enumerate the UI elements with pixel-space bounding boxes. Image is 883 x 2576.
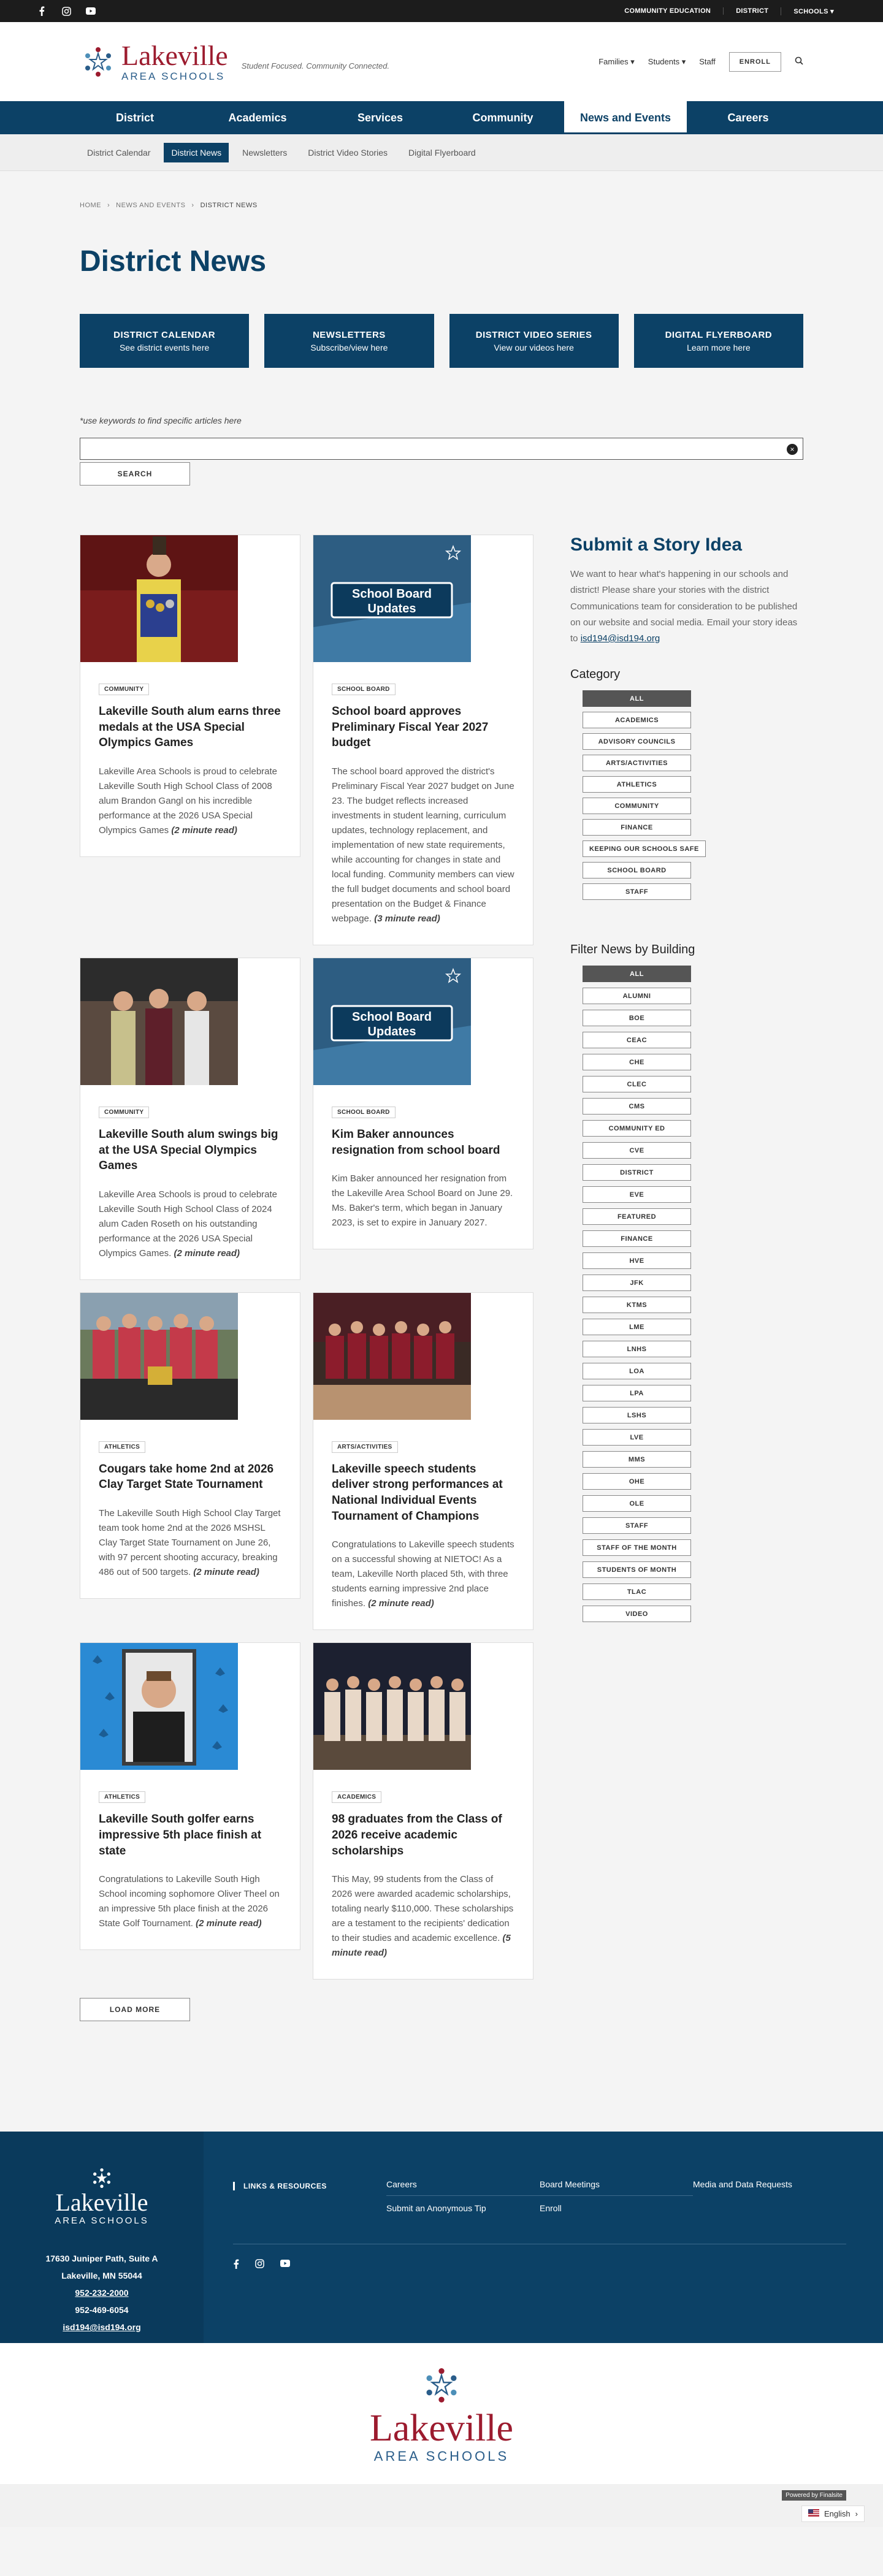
- footer-link-grid: [386, 2179, 846, 2219]
- lakeville-star-logo-icon: [90, 2166, 114, 2190]
- building-filter-hve[interactable]: HVE: [583, 1252, 691, 1269]
- quicklink-subtitle: Learn more here: [687, 342, 751, 352]
- families-dropdown[interactable]: Families ▾: [598, 56, 635, 66]
- nav-services[interactable]: Services: [357, 111, 403, 124]
- news-sidebar: [570, 535, 803, 2021]
- breadcrumb-home[interactable]: HOME: [80, 202, 101, 209]
- category-filter-school-board[interactable]: SCHOOL BOARD: [583, 862, 691, 878]
- building-filter-cve[interactable]: CVE: [583, 1142, 691, 1159]
- article-body: Congratulations to Lakeville speech students on a successful showing at NIETOC! As a team, Lakeville North placed 5th, with three students earning impressive 2nd place finishes.: [332, 1539, 514, 1609]
- articles-column: [80, 535, 533, 2021]
- bottom-bar: [0, 2484, 883, 2527]
- category-filter-finance[interactable]: FINANCE: [583, 819, 691, 836]
- building-filter-cms[interactable]: CMS: [583, 1098, 691, 1115]
- submit-story-intro: [570, 566, 803, 647]
- breadcrumb: [80, 171, 803, 209]
- category-tag[interactable]: ATHLETICS: [99, 1441, 145, 1453]
- footer-link-careers[interactable]: Careers: [386, 2179, 540, 2196]
- read-time: (3 minute read): [374, 913, 440, 924]
- footer-link-anonymous-tip[interactable]: Submit an Anonymous Tip: [386, 2203, 486, 2214]
- article-card[interactable]: [313, 1642, 533, 1980]
- submit-story-text: We want to hear what's happening in our schools and district! Please share your stories with the district Communications team for consideration to be published on our website and social media. Email your story ideas to: [570, 569, 798, 644]
- category-filter-title: Category: [570, 668, 621, 682]
- article-image-scholarship-graduates[interactable]: [313, 1643, 471, 1770]
- subnav-district-video-stories[interactable]: District Video Stories: [308, 147, 388, 158]
- youtube-icon[interactable]: [86, 6, 96, 16]
- category-tag[interactable]: ATHLETICS: [99, 1791, 145, 1803]
- footer-logo-subtext: AREA SCHOOLS: [55, 2216, 149, 2227]
- article-body: Kim Baker announced her resignation from the Lakeville Area School Board on June 29. Ms. Baker's term, which began in January 2023, is set to expire in January 2027.: [332, 1173, 513, 1229]
- article-title[interactable]: 98 graduates from the Class of 2026 receive academic scholarships: [332, 1813, 502, 1858]
- main-content: [0, 171, 883, 2021]
- story-email-link[interactable]: isd194@isd194.org: [580, 633, 660, 644]
- category-filter-arts-activities[interactable]: ARTS/ACTIVITIES: [583, 755, 691, 771]
- language-selector[interactable]: [801, 2506, 865, 2522]
- language-label: English: [824, 2509, 851, 2519]
- enroll-button[interactable]: ENROLL: [729, 52, 781, 72]
- article-image-speech-team[interactable]: [313, 1293, 471, 1420]
- article-title[interactable]: Lakeville South golfer earns impressive 5th place finish at state: [99, 1813, 262, 1858]
- section-subnav: [0, 134, 883, 171]
- quicklink-digital-flyerboard[interactable]: [634, 314, 803, 368]
- chevron-right-icon: ›: [855, 2509, 858, 2519]
- article-title[interactable]: Lakeville South alum earns three medals at the USA Special Olympics Games: [99, 705, 281, 750]
- schools-link-label: SCHOOLS: [793, 7, 828, 15]
- article-card[interactable]: [80, 1292, 300, 1599]
- category-filter-advisory-councils[interactable]: ADVISORY COUNCILS: [583, 733, 691, 750]
- chevron-right-icon: ›: [191, 202, 194, 209]
- article-card[interactable]: [313, 958, 533, 1249]
- facebook-icon[interactable]: [233, 2259, 239, 2272]
- article-body: Lakeville Area Schools is proud to celebrate Lakeville South High School Class of 2024 alum Caden Roseth on his outstanding performance at the 2026 USA Special Olympics Games.: [99, 1189, 278, 1259]
- footer-links-panel: [204, 2132, 883, 2343]
- category-filter-athletics[interactable]: ATHLETICS: [583, 776, 691, 793]
- article-body: This May, 99 students from the Class of 2026 were awarded academic scholarships, totaling nearly $110,000. These scholarships are a testament to the recipients' dedication to their studies and academic excellence.: [332, 1874, 514, 1944]
- article-body: The Lakeville South High School Clay Target team took home 2nd at the 2026 MSHSL Clay Target State Tournament on June 26, with 97 percent shooting accuracy, breaking 486 out of 500 targets.: [99, 1508, 281, 1578]
- footer-link-media-data-requests[interactable]: Media and Data Requests: [693, 2179, 792, 2190]
- schools-link[interactable]: SCHOOLS ▾: [781, 7, 846, 15]
- quicklink-newsletters[interactable]: [264, 314, 434, 368]
- clear-search-icon[interactable]: ×: [787, 444, 798, 455]
- article-image-clay-target-team[interactable]: [80, 1293, 238, 1420]
- social-links: [37, 6, 96, 16]
- building-filter-district[interactable]: DISTRICT: [583, 1164, 691, 1181]
- article-grid: [80, 535, 533, 1980]
- site-tagline: Student Focused. Community Connected.: [241, 61, 390, 70]
- article-body: Lakeville Area Schools is proud to celebrate Lakeville South High School Class of 2008 alum Brandon Gangl on his incredible performance at the 2026 USA Special Olympics Games: [99, 766, 278, 836]
- building-filter-che[interactable]: CHE: [583, 1054, 691, 1070]
- building-filter-list: [583, 966, 803, 1622]
- footer-logo-wordmark: Lakeville: [55, 2189, 148, 2217]
- read-time: (2 minute read): [193, 1567, 259, 1578]
- article-card[interactable]: [313, 1292, 533, 1631]
- article-summary: [99, 1872, 281, 1931]
- building-filter-featured[interactable]: FEATURED: [583, 1208, 691, 1225]
- bottom-logo[interactable]: [370, 2364, 513, 2463]
- article-summary: [99, 1506, 281, 1580]
- phone-link[interactable]: 952-232-2000: [75, 2288, 129, 2298]
- footer-address: [45, 2250, 158, 2336]
- footer-logo[interactable]: [55, 2190, 149, 2225]
- article-image-golf-team[interactable]: [80, 958, 238, 1085]
- category-tag[interactable]: COMMUNITY: [99, 1107, 149, 1118]
- building-filter-all[interactable]: ALL: [583, 966, 691, 982]
- main-navigation: [0, 101, 883, 134]
- article-title[interactable]: School board approves Preliminary Fiscal Year 2027 budget: [332, 705, 489, 750]
- logo-subtext: AREA SCHOOLS: [121, 70, 226, 82]
- category-filter-academics[interactable]: ACADEMICS: [583, 712, 691, 728]
- email-link[interactable]: isd194@isd194.org: [63, 2322, 141, 2333]
- read-time: (2 minute read): [174, 1248, 240, 1259]
- building-filter-staff[interactable]: STAFF: [583, 1517, 691, 1534]
- article-title[interactable]: Lakeville South alum swings big at the USA Special Olympics Games: [99, 1127, 278, 1173]
- chevron-right-icon: ›: [107, 202, 110, 209]
- quicklink-district-video-series[interactable]: [449, 314, 619, 368]
- search-button[interactable]: SEARCH: [80, 462, 190, 486]
- quicklink-subtitle: View our videos here: [494, 342, 574, 352]
- building-filter-ole[interactable]: OLE: [583, 1495, 691, 1512]
- search-input[interactable]: [80, 438, 803, 460]
- article-summary: [332, 1172, 514, 1230]
- building-filter-ohe[interactable]: OHE: [583, 1473, 691, 1490]
- site-logo[interactable]: [80, 42, 389, 82]
- building-filter-boe[interactable]: BOE: [583, 1010, 691, 1026]
- category-tag[interactable]: ARTS/ACTIVITIES: [332, 1441, 398, 1453]
- building-filter-tlac[interactable]: TLAC: [583, 1583, 691, 1600]
- students-dropdown[interactable]: Students ▾: [648, 56, 686, 66]
- subnav-district-news[interactable]: District News: [164, 143, 229, 162]
- footer-contact: [0, 2132, 204, 2343]
- quicklink-title: DISTRICT CALENDAR: [113, 329, 216, 340]
- community-education-link[interactable]: COMMUNITY EDUCATION: [624, 7, 711, 15]
- nav-news-and-events[interactable]: News and Events: [564, 101, 687, 134]
- logo-wordmark: Lakeville: [121, 40, 228, 71]
- address-line2: Lakeville, MN 55044: [61, 2271, 142, 2281]
- article-image-golfer-portrait[interactable]: [80, 1643, 238, 1770]
- read-time: (5 minute read): [332, 1933, 511, 1959]
- building-filter-lpa[interactable]: LPA: [583, 1385, 691, 1401]
- category-tag[interactable]: COMMUNITY: [99, 684, 149, 695]
- article-summary: [332, 1538, 514, 1611]
- header-links: [598, 52, 803, 72]
- subnav-digital-flyerboard[interactable]: Digital Flyerboard: [408, 147, 476, 158]
- district-link[interactable]: DISTRICT: [723, 7, 781, 15]
- footer-link-enroll[interactable]: Enroll: [540, 2203, 562, 2214]
- building-filter-finance[interactable]: FINANCE: [583, 1230, 691, 1247]
- article-image-school-board-updates[interactable]: [313, 535, 471, 662]
- bottom-logo-section: [0, 2343, 883, 2484]
- submit-story-title: Submit a Story Idea: [570, 535, 743, 555]
- article-image-school-board-updates[interactable]: [313, 958, 471, 1085]
- building-filter-lshs[interactable]: LSHS: [583, 1407, 691, 1423]
- footer-social: [233, 2244, 846, 2272]
- category-filter-keeping-our-schools-safe[interactable]: KEEPING OUR SCHOOLS SAFE: [583, 840, 706, 857]
- footer-link-board-meetings[interactable]: Board Meetings: [540, 2179, 693, 2196]
- article-summary: [332, 1872, 514, 1961]
- school-board-graphic-line1: School Board: [351, 587, 432, 601]
- building-filter-mms[interactable]: MMS: [583, 1451, 691, 1468]
- search-icon[interactable]: [795, 56, 803, 67]
- building-filter-video[interactable]: VIDEO: [583, 1606, 691, 1622]
- quicklink-title: NEWSLETTERS: [312, 329, 386, 340]
- category-tag[interactable]: ACADEMICS: [332, 1791, 381, 1803]
- nav-community[interactable]: Community: [472, 111, 533, 124]
- families-label: Families: [598, 56, 629, 66]
- facebook-icon[interactable]: [37, 6, 47, 16]
- article-summary: [99, 1187, 281, 1261]
- building-filter-eve[interactable]: EVE: [583, 1186, 691, 1203]
- load-more-button[interactable]: LOAD MORE: [80, 1998, 190, 2021]
- article-title[interactable]: Cougars take home 2nd at 2026 Clay Target State Tournament: [99, 1462, 274, 1492]
- read-time: (2 minute read): [196, 1918, 262, 1929]
- fax-number: 952-469-6054: [75, 2305, 129, 2315]
- quicklink-subtitle: See district events here: [119, 342, 210, 352]
- search-hint: *use keywords to find specific articles here: [80, 416, 242, 425]
- school-board-graphic-line2: Updates: [367, 1024, 416, 1038]
- article-summary: [332, 764, 514, 926]
- utility-links: [612, 7, 846, 15]
- instagram-icon[interactable]: [61, 6, 71, 16]
- links-resources-heading: LINKS & RESOURCES: [233, 2182, 386, 2190]
- read-time: (2 minute read): [368, 1598, 434, 1609]
- article-card[interactable]: [80, 535, 300, 857]
- quicklink-district-calendar[interactable]: [80, 314, 249, 368]
- school-board-graphic-line2: Updates: [367, 602, 416, 615]
- building-filter-title: Filter News by Building: [570, 943, 695, 957]
- category-filter-staff[interactable]: STAFF: [583, 883, 691, 900]
- article-title[interactable]: Lakeville speech students deliver strong performances at National Individual Events Tournament of Champions: [332, 1462, 503, 1523]
- category-tag[interactable]: SCHOOL BOARD: [332, 684, 396, 695]
- article-title[interactable]: Kim Baker announces resignation from school board: [332, 1127, 500, 1157]
- building-filter-loa[interactable]: LOA: [583, 1363, 691, 1379]
- subnav-district-calendar[interactable]: District Calendar: [87, 147, 151, 158]
- read-time: (2 minute read): [171, 825, 237, 836]
- lakeville-star-logo-icon: [80, 44, 117, 80]
- article-summary: [99, 764, 281, 838]
- building-filter-students-of-month[interactable]: STUDENTS OF MONTH: [583, 1561, 691, 1578]
- breadcrumb-current: DISTRICT NEWS: [200, 202, 258, 209]
- breadcrumb-news-and-events[interactable]: NEWS AND EVENTS: [116, 202, 186, 209]
- powered-by-badge[interactable]: Powered by Finalsite: [782, 2490, 846, 2501]
- building-filter-lme[interactable]: LME: [583, 1319, 691, 1335]
- article-card[interactable]: [80, 958, 300, 1280]
- utility-bar: [0, 0, 883, 22]
- building-filter-community-ed[interactable]: COMMUNITY ED: [583, 1120, 691, 1137]
- article-image-athlete-medals[interactable]: [80, 535, 238, 662]
- building-filter-clec[interactable]: CLEC: [583, 1076, 691, 1092]
- bottom-logo-subtext: AREA SCHOOLS: [373, 2448, 510, 2464]
- building-filter-ktms[interactable]: KTMS: [583, 1297, 691, 1313]
- lakeville-star-logo-icon: [420, 2364, 463, 2407]
- article-body: The school board approved the district's Preliminary Fiscal Year 2027 budget on June 23. The budget reflects increased investments in student learning, curriculum updates, technology replacement, and implementation of new state requirements, while accounting for changes in state and local funding. Community members can view the full budget documents and school board presentation on the Budget & Finance webpage.: [332, 766, 514, 924]
- site-header: [0, 22, 883, 101]
- nav-careers[interactable]: Careers: [727, 111, 769, 124]
- article-card[interactable]: [313, 535, 533, 945]
- youtube-icon[interactable]: [280, 2259, 290, 2272]
- subnav-newsletters[interactable]: Newsletters: [242, 147, 288, 158]
- news-layout: [80, 535, 803, 2021]
- category-filter-all[interactable]: ALL: [583, 690, 691, 707]
- article-card[interactable]: [80, 1642, 300, 1950]
- nav-academics[interactable]: Academics: [228, 111, 287, 124]
- quick-links: [80, 314, 803, 368]
- site-footer: [0, 2132, 883, 2343]
- building-filter-lve[interactable]: LVE: [583, 1429, 691, 1446]
- nav-district[interactable]: District: [115, 111, 154, 124]
- quicklink-title: DISTRICT VIDEO SERIES: [475, 329, 592, 340]
- instagram-icon[interactable]: [255, 2259, 264, 2272]
- quicklink-title: DIGITAL FLYERBOARD: [665, 329, 773, 340]
- building-filter-lnhs[interactable]: LNHS: [583, 1341, 691, 1357]
- bottom-logo-wordmark: Lakeville: [369, 2407, 514, 2450]
- building-filter-alumni[interactable]: ALUMNI: [583, 988, 691, 1004]
- us-flag-icon: [808, 2509, 819, 2518]
- staff-link[interactable]: Staff: [699, 57, 716, 66]
- address-line1: 17630 Juniper Path, Suite A: [45, 2254, 158, 2264]
- building-filter-staff-of-the-month[interactable]: STAFF OF THE MONTH: [583, 1539, 691, 1556]
- quicklink-subtitle: Subscribe/view here: [310, 342, 388, 352]
- students-label: Students: [648, 56, 680, 66]
- page-title: District News: [80, 245, 267, 278]
- category-filter-community[interactable]: COMMUNITY: [583, 798, 691, 814]
- building-filter-ceac[interactable]: CEAC: [583, 1032, 691, 1048]
- school-board-graphic-line1: School Board: [351, 1010, 432, 1024]
- building-filter-jfk[interactable]: JFK: [583, 1275, 691, 1291]
- category-filter-list: [583, 690, 803, 900]
- category-tag[interactable]: SCHOOL BOARD: [332, 1107, 396, 1118]
- article-body: Congratulations to Lakeville South High School incoming sophomore Oliver Theel on an impressive 5th place finish at the 2026 State Golf Tournament.: [99, 1874, 280, 1929]
